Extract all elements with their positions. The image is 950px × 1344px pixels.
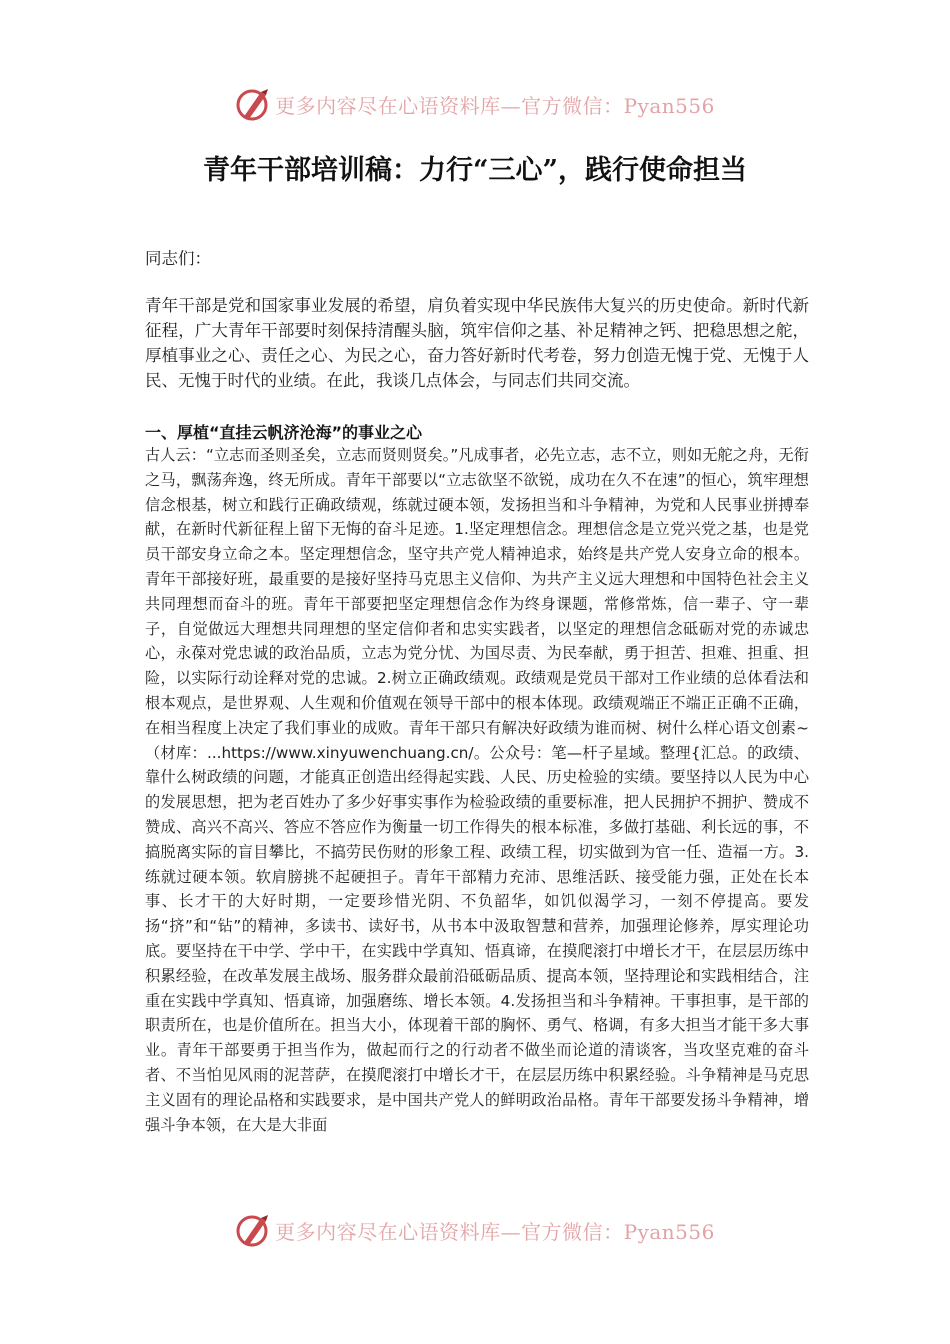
- quill-pen-logo-icon: [235, 86, 271, 122]
- footer-watermark-banner: [0, 1210, 950, 1250]
- watermark-text: 更多内容尽在心语资料库—官方微信：Pyan556: [275, 1219, 715, 1244]
- watermark-text: 更多内容尽在心语资料库—官方微信：Pyan556: [275, 93, 715, 118]
- document-title: 青年干部培训稿：力行“三心”，践行使命担当: [202, 155, 748, 186]
- section-heading: 一、厚植“直挂云帆济沧海”的事业之心: [145, 423, 423, 442]
- quill-pen-logo-icon: [235, 1212, 271, 1248]
- section-body-paragraph: 古人云：“立志而圣则圣矣，立志而贤则贤矣。”凡成事者，必先立志，志不立，则如无舵之舟，无衔之马，飘荡奔逸，终无所成。青年干部要以“立志欲坚不欲锐，成功在久不在速”的恒心，筑牢理想信念根基，树立和践行正确政绩观，练就过硬本领，发扬担当和斗争精神，为党和人民事业拼搏奉献，在新时代新征程上留下无悔的奋斗足迹。1.坚定理想信念。理想信念是立党兴党之基，也是党员干部安身立命之本。坚定理想信念，坚守共产党人精神追求，始终是共产党人安身立命的根本。青年干部接好班，最重要的是接好坚持马克思主义信仰、为共产主义远大理想和中国特色社会主义共同理想而奋斗的班。青年干部要把坚定理想信念作为终身课题，常修常炼，信一辈子、守一辈子，自觉做远大理想共同理想的坚定信仰者和忠实实践者，以坚定的理想信念砥砺对党的赤诚忠心，永葆对党忠诚的政治品质，立志为党分忧、为国尽责、为民奉献，勇于担苦、担难、担重、担险，以实际行动诠释对党的忠诚。2.树立正确政绩观。政绩观是党员干部对工作业绩的总体看法和根本观点，是世界观、人生观和价值观在领导干部中的根本体现。政绩观端正不端正正确不正确，在相当程度上决定了我们事业的成败。青年干部只有解决好政绩为谁而树、树什么样心语文创素~（材库：...https://www.xinyuwenchuang.cn/。公众号：笔—杆子星域。整理{汇总。的政绩、靠什么树政绩的问题，才能真正创造出经得起实践、人民、历史检验的实绩。要坚持以人民为中心的发展思想，把为老百姓办了多少好事实事作为检验政绩的重要标准，把人民拥护不拥护、赞成不赞成、高兴不高兴、答应不答应作为衡量一切工作得失的根本标准，多做打基础、利长远的事，不搞脱离实际的盲目攀比，不搞劳民伤财的形象工程、政绩工程，切实做到为官一任、造福一方。3.练就过硬本领。软肩膀挑不起硬担子。青年干部精力充沛、思维活跃、接受能力强，正处在长本事、长才干的大好时期，一定要珍惜光阴、不负韶华，如饥似渴学习，一刻不停提高。要发扬“挤”和“钻”的精神，多读书、读好书，从书本中汲取智慧和营养，加强理论修养，厚实理论功底。要坚持在干中学、学中干，在实践中学真知、悟真谛，在摸爬滚打中增长才干，在层层历练中积累经验，在改革发展主战场、服务群众最前沿砥砺品质、提高本领，坚持理论和实践相结合，注重在实践中学真知、悟真谛，加强磨练、增长本领。4.发扬担当和斗争精神。干事担事，是干部的职责所在，也是价值所在。担当大小，体现着干部的胸怀、勇气、格调，有多大担当才能干多大事业。青年干部要勇于担当作为，做起而行之的行动者不做坐而论道的清谈客，当攻坚克难的奋斗者、不当怕见风雨的泥菩萨，在摸爬滚打中增长才干，在层层历练中积累经验。斗争精神是马克思主义固有的理论品格和实践要求，是中国共产党人的鲜明政治品格。青年干部要发扬斗争精神，增强斗争本领，在大是大非面: [145, 446, 809, 1134]
- greeting: 同志们：: [145, 249, 211, 268]
- intro-paragraph: 青年干部是党和国家事业发展的希望，肩负着实现中华民族伟大复兴的历史使命。新时代新征程，广大青年干部要时刻保持清醒头脑，筑牢信仰之基、补足精神之钙、把稳思想之舵，厚植事业之心、责任之心、为民之心，奋力答好新时代考卷，努力创造无愧于党、无愧于人民、无愧于时代的业绩。在此，我谈几点体会，与同志们共同交流。: [145, 296, 809, 390]
- header-watermark-banner: [0, 84, 950, 124]
